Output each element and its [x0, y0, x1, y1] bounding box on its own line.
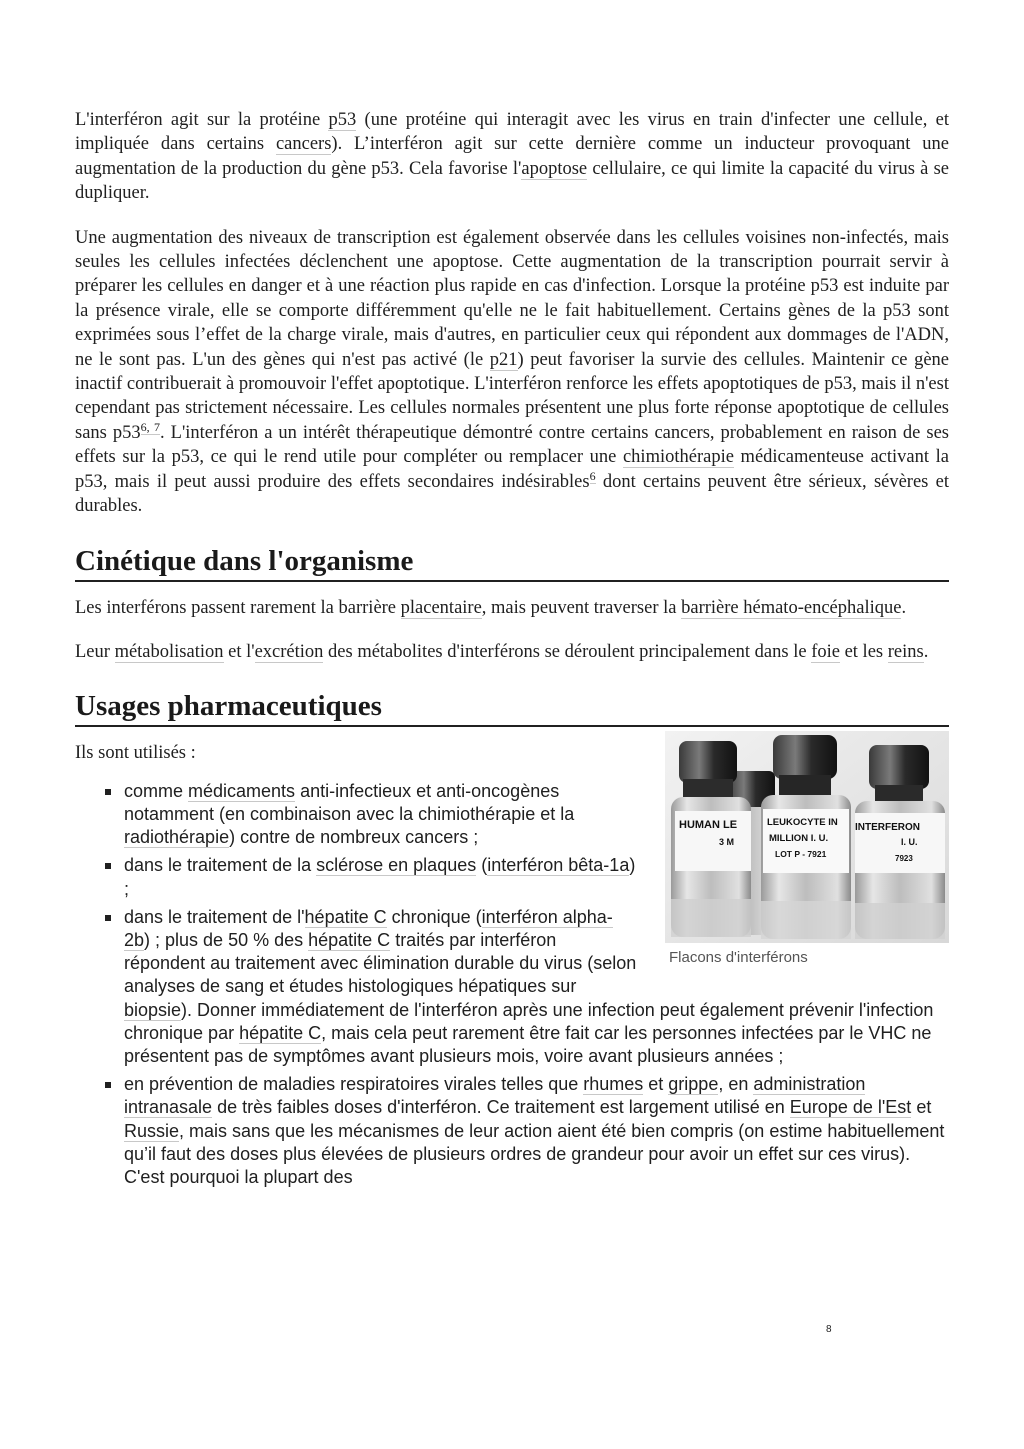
vial-label-3m: 3 M	[719, 837, 735, 848]
paragraph-p53	[75, 108, 949, 206]
link-rhumes[interactable]: rhumes	[583, 1074, 644, 1095]
usages-section	[75, 741, 949, 1189]
text: cellulaire, ce qui limite la capacité du virus à se dupliquer.	[75, 158, 949, 204]
text: (	[476, 855, 488, 876]
link-excretion[interactable]: excrétion	[254, 641, 324, 662]
vial-label-million: MILLION I. U.	[769, 833, 829, 845]
text: dans le traitement de l'	[124, 906, 305, 927]
text: en prévention de maladies respiratoires virales telles que	[124, 1074, 584, 1095]
reference-6[interactable]: 6	[589, 468, 596, 483]
link-foie[interactable]: foie	[811, 641, 840, 662]
usages-intro: Ils sont utilisés :	[75, 743, 196, 764]
link-interferon-beta-1a[interactable]: interféron bêta-1a	[487, 855, 630, 876]
vial-label-lot: LOT P - 7921	[775, 849, 827, 860]
text: Les interférons passent rarement la barrière	[75, 597, 401, 618]
link-barriere-hemato-encephalique[interactable]: barrière hémato-encéphalique	[681, 597, 902, 618]
bullet-icon	[105, 915, 111, 921]
text: .	[901, 597, 907, 618]
article-page	[75, 108, 949, 1194]
link-grippe[interactable]: grippe	[668, 1074, 719, 1095]
text: dans le traitement de la	[124, 855, 317, 876]
link-europe-de-l-est[interactable]: Europe de l'Est	[789, 1097, 912, 1118]
link-apoptose[interactable]: apoptose	[521, 158, 588, 179]
list-item-medicaments	[75, 780, 949, 850]
link-p21[interactable]: p21	[489, 349, 518, 370]
link-hepatite-c[interactable]: hépatite C	[304, 906, 387, 927]
page-number: 8	[826, 1324, 832, 1335]
figure-caption: Flacons d'interférons	[669, 949, 808, 967]
link-cancers[interactable]: cancers	[275, 134, 332, 155]
bullet-icon	[105, 789, 111, 795]
text: et	[643, 1074, 669, 1095]
link-p53[interactable]: p53	[328, 110, 357, 130]
reference-6-7[interactable]: 6, 7	[140, 419, 161, 434]
text: .	[923, 641, 929, 662]
text: ) peut favoriser la survie des cellules. Maintenir ce gène inactif contribuerait à promouvoir l'effet apoptotique. L'interféron renforce les effets apoptotiques de p53, mais il n'est cependant pas strictement nécessaire. Les cellules normales présentent une plus forte réponse apoptotique de cellules sans p53	[75, 349, 949, 443]
text: . L'interféron a un intérêt thérapeutique démontré contre certains cancers, probablement en raison de ses effets sur la p53, ce qui le rend utile pour compléter ou remplacer une	[75, 422, 950, 468]
text: L'interféron agit sur la protéine	[75, 110, 329, 130]
link-medicaments[interactable]: médicaments	[188, 780, 296, 801]
vial-label-7923: 7923	[895, 854, 913, 864]
link-hepatite-c[interactable]: hépatite C	[308, 929, 391, 950]
text: ). L’interféron agit sur cette dernière comme un inducteur provoquant une augmentation de la production du gène p53. Cela favorise l'	[75, 134, 949, 179]
usages-list	[75, 780, 949, 1189]
vial-label-leukocyte: LEUKOCYTE IN	[767, 817, 838, 829]
paragraph-metabolisation	[75, 640, 949, 664]
text: médicamenteuse activant la p53, mais il peut aussi produire des effets secondaires indésirables	[75, 447, 949, 492]
link-radiotherapie[interactable]: radiothérapie	[124, 827, 230, 848]
text: et	[911, 1097, 932, 1118]
text: traités par interféron répondent au traitement avec élimination durable du virus (selon analyses de sang et études histologiques hépatiques sur	[124, 929, 637, 997]
text: de très faibles doses d'interféron. Ce traitement est largement utilisé en	[212, 1097, 790, 1118]
text: (une protéine qui interagit avec les virus en train d'infecter une cellule, et impliquée dans certains	[75, 110, 949, 155]
text: ) contre de nombreux cancers ;	[229, 827, 479, 848]
paragraph-transcription	[75, 226, 949, 519]
link-metabolisation[interactable]: métabolisation	[114, 641, 224, 662]
text: Une augmentation des niveaux de transcription est également observée dans les cellules voisines non-infectés, mais seules les cellules infectées déclenchent une apoptose. Cette augmentation de la transcription pourrait servir à préparer les cellules en danger et à une réaction plus rapide en cas d'infection. Lorsque la protéine p53 est induite par la présence virale, elle se comporte différemment qu'elle ne le fait habituellement. Certains gènes de la p53 sont exprimées sous l’effet de la charge virale, mais d'autres, en particulier ceux qui répondent aux dommages de l'ADN, ne le sont pas. L'un des gènes qui n'est pas activé (le	[75, 227, 949, 370]
text: , mais peuvent traverser la	[481, 597, 682, 618]
paragraph-barriere	[75, 596, 949, 620]
link-placentaire[interactable]: placentaire	[400, 597, 482, 618]
text: Leur	[75, 641, 115, 662]
text: ) ;	[124, 855, 636, 899]
text: des métabolites d'interférons se déroulent principalement dans le	[323, 641, 812, 662]
vial-label-interferon: INTERFERON	[855, 822, 920, 834]
heading-cinetique: Cinétique dans l'organisme	[75, 543, 949, 582]
text: , mais cela peut rarement être fait car les personnes infectées par le VHC ne présentent pas de symptômes avant plusieurs mois, voire avant plusieurs années ;	[124, 1022, 932, 1066]
bullet-icon	[105, 863, 111, 869]
link-hepatite-c[interactable]: hépatite C	[239, 1022, 322, 1043]
text: ) ; plus de 50 % des	[144, 929, 309, 950]
link-russie[interactable]: Russie	[124, 1120, 180, 1141]
link-administration-intranasale[interactable]: administration intranasale	[124, 1074, 866, 1118]
list-item-hepatite	[75, 906, 949, 1068]
list-item-prevention	[75, 1073, 949, 1189]
text: chronique (	[386, 906, 482, 927]
text: et les	[839, 641, 888, 662]
link-biopsie[interactable]: biopsie	[124, 999, 182, 1020]
text: comme	[124, 780, 189, 801]
link-chimiotherapie[interactable]: chimiothérapie	[622, 447, 734, 468]
text: dont certains peuvent être sérieux, sévères et durables.	[75, 471, 949, 517]
link-sclerose-en-plaques[interactable]: sclérose en plaques	[316, 855, 477, 876]
text: et l'	[223, 641, 255, 662]
bullet-icon	[105, 1082, 111, 1088]
text: , mais sans que les mécanismes de leur action aient été bien compris (on estime habituellement qu’il faut des doses plus élevées de plusieurs ordres de grandeur pour avoir un effet sur ces virus). C'est pourquoi la plupart des	[124, 1120, 945, 1187]
link-reins[interactable]: reins	[887, 641, 924, 662]
vial-label-iu: I. U.	[901, 837, 918, 848]
text: ). Donner immédiatement de l'interféron après une infection peut également prévenir l'infection chronique par	[124, 999, 934, 1043]
text: , en	[718, 1074, 754, 1095]
vial-label-human: HUMAN LE	[679, 819, 738, 832]
link-interferon-alpha-2b[interactable]: interféron alpha-2b	[124, 906, 613, 950]
heading-usages: Usages pharmaceutiques	[75, 688, 949, 727]
list-item-sclerose	[75, 854, 949, 900]
text: anti-infectieux et anti-oncogènes notamment (en combinaison avec la chimiothérapie et la	[124, 780, 575, 824]
